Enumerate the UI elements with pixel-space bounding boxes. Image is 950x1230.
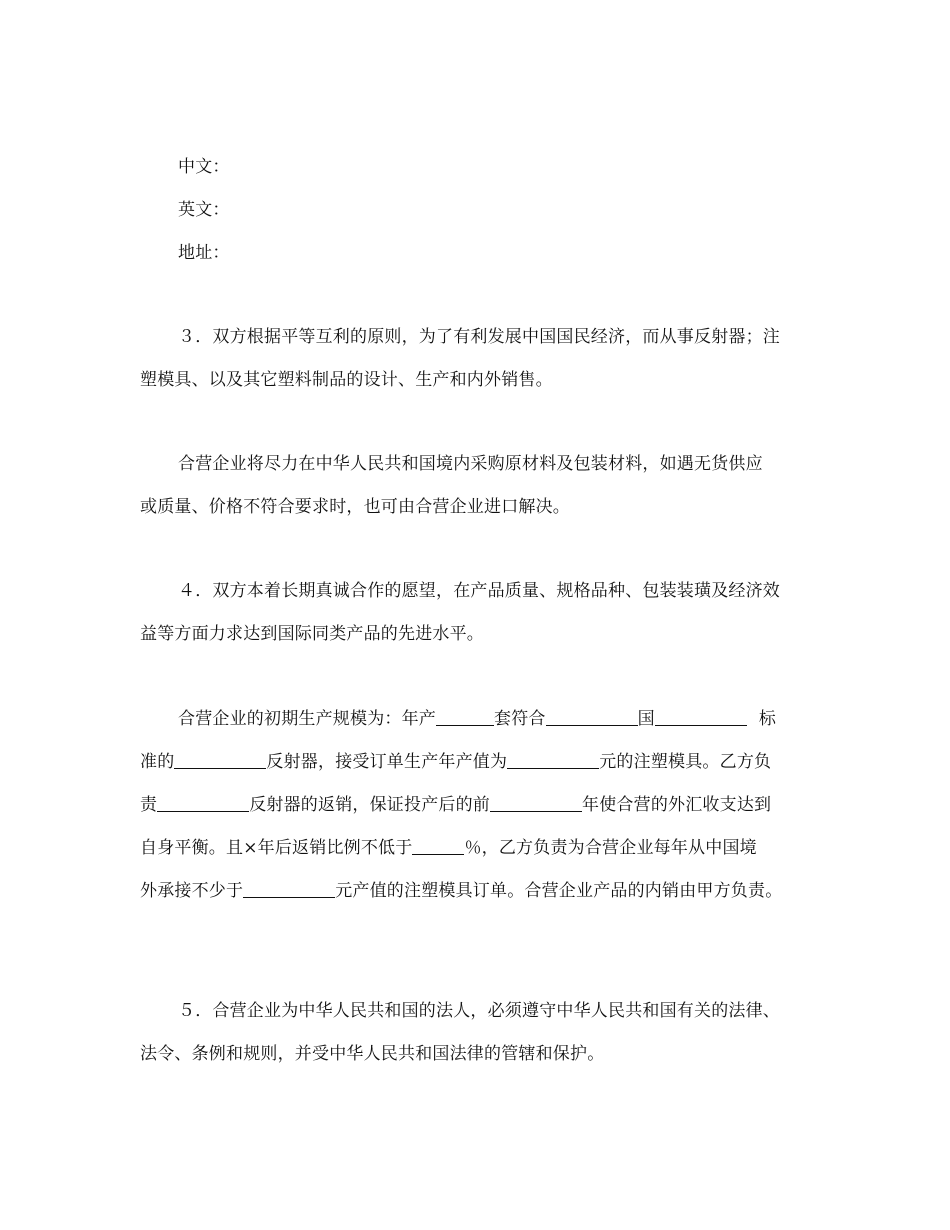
scale-text: 责 xyxy=(140,795,158,815)
scale-text: 元的注塑模具。乙方负 xyxy=(599,752,772,772)
clause-5-line-2: 法令、条例和规则，并受中华人民共和国法律的管辖和保护。 xyxy=(140,1044,605,1064)
scale-text: 年使合营的外汇收支达到 xyxy=(582,795,772,815)
purchasing-line-2: 或质量、价格不符合要求时，也可由合营企业进口解决。 xyxy=(140,497,570,517)
blank-export-reflector xyxy=(157,795,249,812)
blank-annual-value xyxy=(507,752,599,769)
scale-text: 国 xyxy=(637,709,655,729)
scale-text: 反射器，接受订单生产年产值为 xyxy=(266,752,508,772)
purchasing-line-1: 合营企业将尽力在中华人民共和国境内采购原材料及包装材料，如遇无货供应 xyxy=(178,454,763,474)
scale-line-1 xyxy=(178,708,776,730)
scale-text: 自身平衡。且×年后返销比例不低于 xyxy=(140,838,413,858)
scale-text: 外承接不少于 xyxy=(140,881,244,901)
scale-text: 反射器的返销，保证投产后的前 xyxy=(249,795,491,815)
blank-export-percent xyxy=(412,838,464,855)
address-label: 地址： xyxy=(178,243,230,263)
blank-order-value xyxy=(243,881,335,898)
scale-text: 标 xyxy=(758,709,777,729)
scale-text: 合营企业的初期生产规模为：年产 xyxy=(178,709,436,729)
scale-line-4 xyxy=(140,837,757,859)
blank-country-standard xyxy=(546,709,638,726)
chinese-name-label: 中文： xyxy=(178,157,230,177)
clause-3-line-2: 塑模具、以及其它塑料制品的设计、生产和内外销售。 xyxy=(140,370,553,390)
english-name-label: 英文： xyxy=(178,200,230,220)
scale-text: 准的 xyxy=(140,752,175,772)
blank-reflector-type xyxy=(174,752,266,769)
blank-years xyxy=(490,795,582,812)
clause-3-line-1: ３．双方根据平等互利的原则，为了有利发展中国国民经济，而从事反射器；注 xyxy=(178,327,780,347)
scale-line-2 xyxy=(140,751,771,773)
clause-4-line-2: 益等方面力求达到国际同类产品的先进水平。 xyxy=(140,624,484,644)
scale-line-3 xyxy=(140,794,771,816)
clause-5-line-1: ５．合营企业为中华人民共和国的法人，必须遵守中华人民共和国有关的法律、 xyxy=(178,1001,780,1021)
scale-text: 套符合 xyxy=(494,709,546,729)
scale-line-5 xyxy=(140,880,782,902)
blank-annual-output xyxy=(436,709,494,726)
scale-text: ％，乙方负责为合营企业每年从中国境 xyxy=(464,838,757,858)
scale-text: 元产值的注塑模具订单。合营企业产品的内销由甲方负责。 xyxy=(335,881,783,901)
clause-4-line-1: ４．双方本着长期真诚合作的愿望，在产品质量、规格品种、包装装璜及经济效 xyxy=(178,581,780,601)
blank-standard-name xyxy=(655,709,747,726)
